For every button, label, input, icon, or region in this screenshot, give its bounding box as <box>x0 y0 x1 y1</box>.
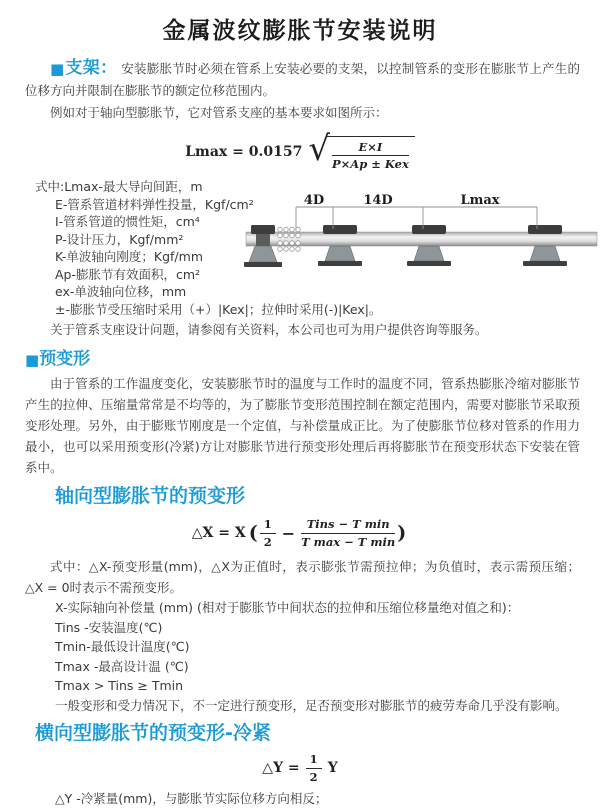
page-title: 金属波纹膨胀节安装说明 <box>162 18 438 44</box>
axial-line: Tins -安装温度(℃) <box>55 619 163 635</box>
where-label: 式中: <box>35 179 65 194</box>
support-note-text: 关于管系支座设计问题，请参阅有关资料，本公司也可为用户提供咨询等服务。 <box>50 322 488 337</box>
support-example-text: 例如对于轴向型膨胀节，它对管系支座的基本要求如图所示： <box>50 105 388 120</box>
lmax-formula <box>0 130 600 174</box>
axial-line: X-实际轴向补偿量 (mm) (相对于膨胀节中间状态的拉伸和压缩位移量绝对值之和)： <box>55 600 520 615</box>
definition-line: I-管系管道的惯性矩，cm⁴ <box>55 214 200 229</box>
lateral-definition-text: △Y -冷紧量(mm)，与膨胀节实际位移方向相反； <box>55 791 328 806</box>
support-section-heading: 支架： <box>65 58 118 78</box>
dimension-label-lmax: Lmax <box>460 193 500 208</box>
preform-section-heading <box>25 348 600 371</box>
temperature-fraction <box>301 517 395 549</box>
half-numerator: 1 <box>306 752 322 768</box>
lateral-formula-lhs: △Y = <box>262 760 300 776</box>
temperature-denominator: T max − T min <box>301 534 396 549</box>
lmax-formula-lhs: Lmax = 0.0157 <box>185 144 303 160</box>
axial-line: Tmax > Tins ≥ Tmin <box>55 678 184 693</box>
half-denominator: 2 <box>263 534 272 549</box>
definition-line: ±-膨胀节受压缩时采用（+）|Kex|；拉伸时采用(-)|Kex|。 <box>55 301 382 317</box>
half-denominator: 2 <box>309 769 318 784</box>
cold-tightening-formula <box>0 751 600 785</box>
lateral-formula-rhs: Y <box>327 760 338 776</box>
dimension-label-14d: 14D <box>363 193 393 208</box>
axial-line: Tmax -最高设计温 (℃) <box>55 658 189 674</box>
preform-heading-text: 预变形 <box>39 349 91 369</box>
definition-line: K-单波轴向刚度；Kgf/mm <box>55 249 203 264</box>
axial-formula-lhs: △X = X <box>191 525 246 541</box>
lateral-preform-heading: 横向型膨胀节的预变形-冷紧 <box>35 722 271 744</box>
lmax-fraction-numerator: E×I <box>332 140 409 156</box>
lmax-fraction <box>332 140 409 172</box>
sqrt-expression <box>308 128 414 172</box>
preform-body-text: 由于管系的工作温度变化，安装膨胀节时的温度与工作时的温度不同，管系热膨胀冷缩对膨胀节产生的拉伸、压缩量常常是不均等的，为了膨胀节变形范围控制在额定范围内，需要对膨胀节采取预变形处理。另外，由于膨账节刚度是一个定值，与补偿量成正比。为了使膨胀节位移对管系的作用力最小，也可以采用预变形(冷紧)方让对膨胀节进行预变形处理后再将膨胀节在预变形状态下安装在管系中。 <box>25 376 580 475</box>
axial-preform-formula <box>0 512 600 554</box>
one-half-fraction <box>306 752 322 784</box>
axial-where-text: 式中：△X-预变形量(mm)，△X为正值时，表示膨张节需预拉伸；为负值时，表示需预压缩；△X = 0时表示不需预变形。 <box>25 559 580 595</box>
minus-sign: − <box>281 523 296 543</box>
section-square-icon: ■ <box>25 351 40 369</box>
section-square-icon: ■ <box>50 60 65 78</box>
support-intro-text: 安装膨胀节时必须在管系上安装必要的支架，以控制管系的变形在膨胀节上产生的位移方向并限制在膨胀节的额定位移范围内。 <box>25 61 580 98</box>
axial-preform-heading: 轴向型膨胀节的预变形 <box>55 485 246 507</box>
dimension-label-4d: 4D <box>303 193 325 208</box>
support-intro-paragraph <box>25 57 580 102</box>
half-numerator: 1 <box>260 517 276 533</box>
temperature-numerator: Tins − T min <box>301 517 395 533</box>
axial-line: 一般变形和受力情况下，不一定进行预变形，足否预变形对膨胀节的疲劳寿命几乎没有影响。 <box>55 697 568 713</box>
definition-line: P-设计压力，Kgf/mm² <box>55 231 184 247</box>
lmax-fraction-denominator: P×Ap ± Kex <box>332 157 409 171</box>
definition-line: Ap-膨胀节有效面积，cm² <box>55 266 201 282</box>
open-paren: ( <box>248 522 258 544</box>
sqrt-body <box>326 136 415 172</box>
definition-line: ex-单波轴向位移，mm <box>55 284 187 299</box>
axial-line: Tmin-最低设计温度(℃) <box>55 639 190 654</box>
pipe-support-diagram <box>243 192 599 287</box>
definition-text: Lmax-最大导向间距，m <box>64 179 203 194</box>
one-half-fraction <box>260 517 276 549</box>
close-paren: ) <box>397 522 407 544</box>
radical-sign: √ <box>308 128 330 169</box>
axial-definitions-list <box>55 598 600 715</box>
definition-line: E-管系管道材料弹性投量，Kgf/cm² <box>55 196 254 212</box>
